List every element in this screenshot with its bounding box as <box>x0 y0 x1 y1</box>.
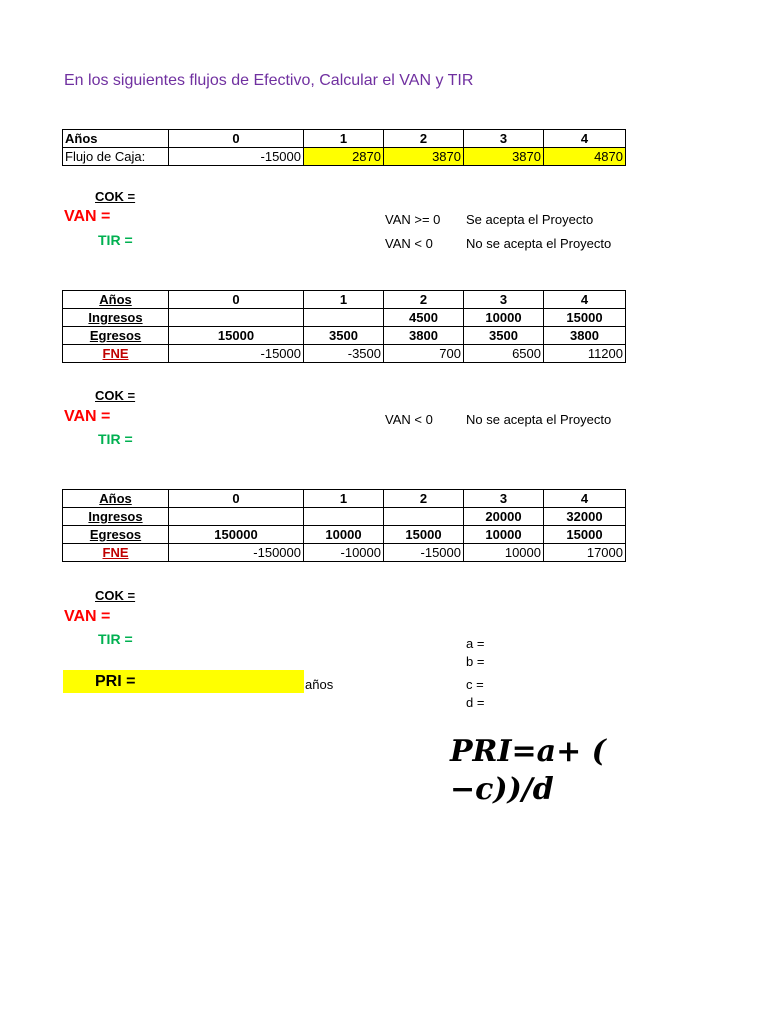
data-cell[interactable]: -15000 <box>169 345 304 363</box>
row-label[interactable]: Ingresos <box>63 508 169 526</box>
header-cell[interactable]: Años <box>63 490 169 508</box>
header-cell[interactable]: Años <box>63 130 169 148</box>
row-label[interactable]: FNE <box>63 345 169 363</box>
data-cell[interactable]: 700 <box>384 345 464 363</box>
cok-label: COK = <box>95 588 136 603</box>
header-cell[interactable]: 1 <box>304 291 384 309</box>
header-cell[interactable]: 0 <box>169 490 304 508</box>
cok-label: COK = <box>95 388 136 403</box>
table-row <box>63 327 626 345</box>
data-cell[interactable]: 3870 <box>384 148 464 166</box>
header-cell[interactable]: 0 <box>169 130 304 148</box>
pri-formula-line-2: −c))/d <box>450 772 554 807</box>
var-d-label: d = <box>466 695 485 710</box>
data-cell[interactable] <box>169 508 304 526</box>
data-cell[interactable]: -15000 <box>169 148 304 166</box>
tir-label: TIR = <box>98 431 133 447</box>
header-cell[interactable]: 3 <box>464 490 544 508</box>
van-label: VAN = <box>64 208 111 225</box>
pri-label: PRI = <box>95 673 136 690</box>
data-cell[interactable]: 11200 <box>544 345 626 363</box>
data-cell[interactable]: -150000 <box>169 544 304 562</box>
var-b-label: b = <box>466 654 485 669</box>
data-cell[interactable]: -15000 <box>384 544 464 562</box>
data-cell[interactable]: 17000 <box>544 544 626 562</box>
data-cell[interactable]: 10000 <box>464 309 544 327</box>
table-row <box>63 148 626 166</box>
cash-flow-table <box>62 129 626 166</box>
row-label[interactable]: Egresos <box>63 526 169 544</box>
header-cell[interactable]: 2 <box>384 291 464 309</box>
rule-condition: VAN < 0 <box>385 236 433 251</box>
project-table-2 <box>62 290 626 363</box>
header-cell[interactable]: 2 <box>384 130 464 148</box>
table-header-row <box>63 130 626 148</box>
project-table-3 <box>62 489 626 562</box>
data-cell[interactable]: 10000 <box>464 526 544 544</box>
data-cell[interactable]: 15000 <box>544 309 626 327</box>
rule-result: No se acepta el Proyecto <box>466 412 612 427</box>
var-c-label: c = <box>466 677 484 692</box>
data-cell[interactable]: 3500 <box>464 327 544 345</box>
data-cell[interactable]: -3500 <box>304 345 384 363</box>
header-cell[interactable]: Años <box>63 291 169 309</box>
header-cell[interactable]: 4 <box>544 130 626 148</box>
data-cell[interactable]: 3800 <box>544 327 626 345</box>
header-cell[interactable]: 4 <box>544 291 626 309</box>
row-label[interactable]: Ingresos <box>63 309 169 327</box>
data-cell[interactable] <box>169 309 304 327</box>
header-cell[interactable]: 4 <box>544 490 626 508</box>
row-label[interactable]: FNE <box>63 544 169 562</box>
rule-result: No se acepta el Proyecto <box>466 236 612 251</box>
data-cell[interactable]: 150000 <box>169 526 304 544</box>
data-cell[interactable]: 20000 <box>464 508 544 526</box>
data-cell[interactable]: 3870 <box>464 148 544 166</box>
data-cell[interactable]: 4500 <box>384 309 464 327</box>
data-cell[interactable] <box>304 309 384 327</box>
tir-label: TIR = <box>98 631 133 647</box>
data-cell[interactable]: 10000 <box>464 544 544 562</box>
data-cell[interactable] <box>304 508 384 526</box>
header-cell[interactable]: 1 <box>304 130 384 148</box>
table-row <box>63 309 626 327</box>
table-row <box>63 345 626 363</box>
pri-formula-line-1: PRI=a+ ( <box>450 734 606 769</box>
data-cell[interactable]: 15000 <box>384 526 464 544</box>
row-label[interactable]: Egresos <box>63 327 169 345</box>
row-label[interactable]: Flujo de Caja: <box>63 148 169 166</box>
header-cell[interactable]: 2 <box>384 490 464 508</box>
rule-result: Se acepta el Proyecto <box>466 212 594 227</box>
data-cell[interactable]: 15000 <box>169 327 304 345</box>
data-cell[interactable]: -10000 <box>304 544 384 562</box>
van-label: VAN = <box>64 608 111 625</box>
table-header-row <box>63 291 626 309</box>
table-header-row <box>63 490 626 508</box>
cok-label: COK = <box>95 189 136 204</box>
data-cell[interactable] <box>384 508 464 526</box>
table-row <box>63 526 626 544</box>
years-unit-label: años <box>305 677 334 692</box>
data-cell[interactable]: 3800 <box>384 327 464 345</box>
data-cell[interactable]: 6500 <box>464 345 544 363</box>
data-cell[interactable]: 15000 <box>544 526 626 544</box>
header-cell[interactable]: 3 <box>464 130 544 148</box>
data-cell[interactable]: 10000 <box>304 526 384 544</box>
rule-condition: VAN >= 0 <box>385 212 441 227</box>
data-cell[interactable]: 2870 <box>304 148 384 166</box>
table-row <box>63 508 626 526</box>
tir-label: TIR = <box>98 232 133 248</box>
var-a-label: a = <box>466 636 485 651</box>
data-cell[interactable]: 32000 <box>544 508 626 526</box>
header-cell[interactable]: 0 <box>169 291 304 309</box>
rule-condition: VAN < 0 <box>385 412 433 427</box>
header-cell[interactable]: 1 <box>304 490 384 508</box>
data-cell[interactable]: 3500 <box>304 327 384 345</box>
pri-formula <box>450 733 606 809</box>
van-label: VAN = <box>64 408 111 425</box>
page-title: En los siguientes flujos de Efectivo, Calcular el VAN y TIR <box>64 72 474 89</box>
header-cell[interactable]: 3 <box>464 291 544 309</box>
data-cell[interactable]: 4870 <box>544 148 626 166</box>
table-row <box>63 544 626 562</box>
